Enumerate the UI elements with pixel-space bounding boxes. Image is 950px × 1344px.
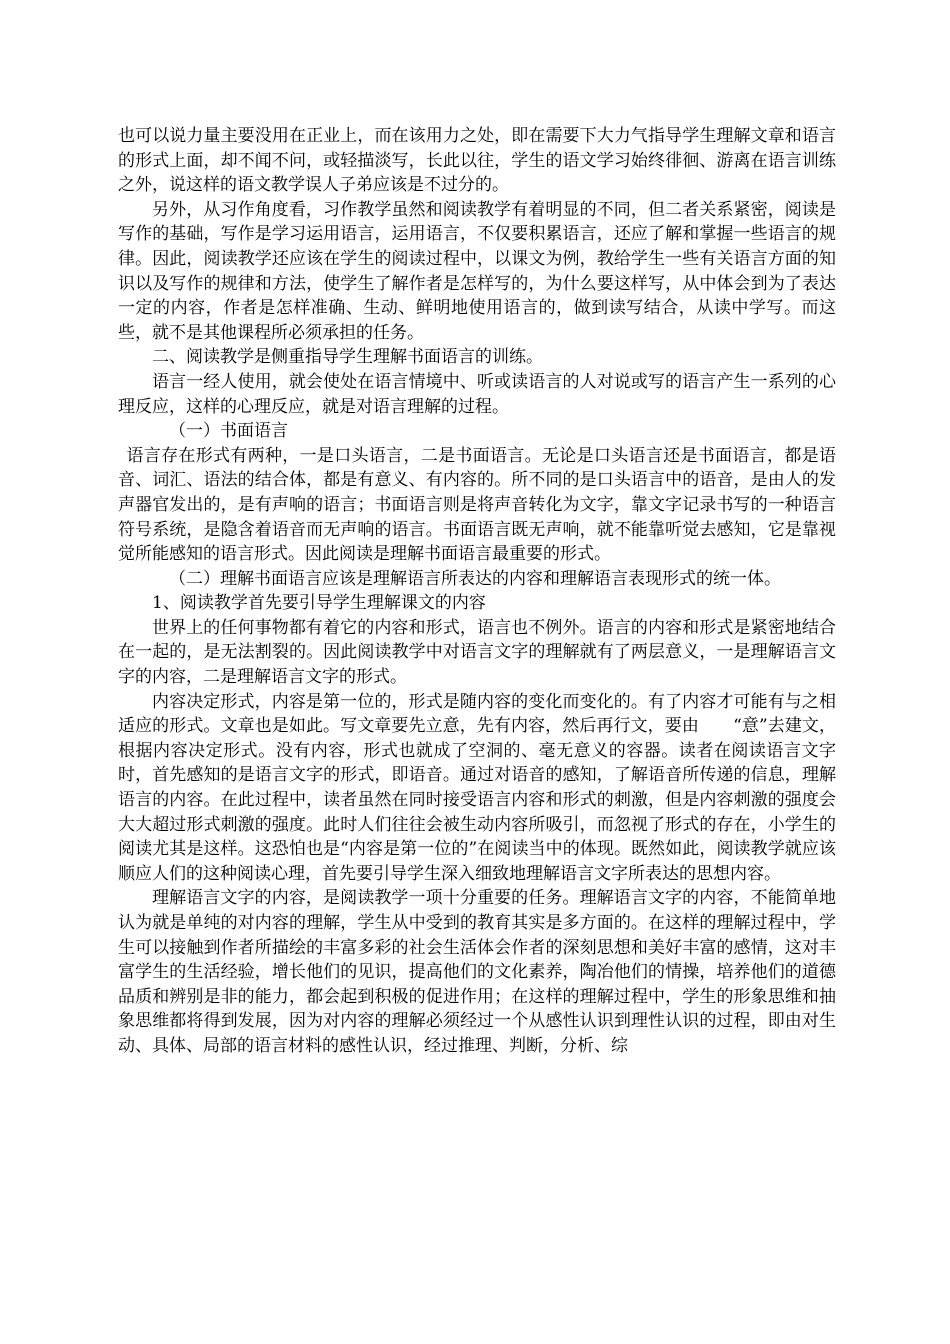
paragraph-language-use: 语言一经人使用，就会使处在语言情境中、听或读语言的人对说或写的语言产生一系列的心理反应，这样的心理反应，就是对语言理解的过程。 xyxy=(118,371,836,417)
paragraph-content-and-form: 世界上的任何事物都有着它的内容和形式，语言也不例外。语言的内容和形式是紧密地结合在一起的，是无法割裂的。因此阅读教学中对语言文字的理解就有了两层意义，一是理解语言文字的内容，二是理解语言文字的形式。 xyxy=(118,617,836,688)
paragraph-writing-perspective: 另外，从习作角度看，习作教学虽然和阅读教学有着明显的不同，但二者关系紧密，阅读是写作的基础，写作是学习运用语言，运用语言，不仅要积累语言，还应了解和掌握一些语言的规律。因此，阅读教学还应该在学生的阅读过程中，以课文为例，教给学生一些有关语言方面的知识以及写作的规律和方法，使学生了解作者是怎样写的，为什么要这样写，从中体会到为了表达一定的内容，作者是怎样准确、生动、鲜明地使用语言的，做到读写结合，从读中学写。而这些，就不是其他课程所必须承担的任务。 xyxy=(118,199,836,343)
paragraph-language-forms: 语言存在形式有两种，一是口头语言，二是书面语言。无论是口头语言还是书面语言，都是语音、词汇、语法的结合体，都是有意义、有内容的。所不同的是口头语言中的语音，是由人的发声器官发出的，是有声响的语言；书面语言则是将声音转化为文字，靠文字记录书写的一种语言符号系统，是隐含着语音而无声响的语言。书面语言既无声响，就不能靠听觉去感知，它是靠视觉所能感知的语言形式。因此阅读是理解书面语言最重要的形式。 xyxy=(118,445,836,565)
paragraph-continuation: 也可以说力量主要没用在正业上，而在该用力之处，即在需要下大力气指导学生理解文章和语言的形式上面，却不闻不问，或轻描淡写，长此以往，学生的语文学习始终徘徊、游离在语言训练之外，说这样的语文教学误人子弟应该是不过分的。 xyxy=(118,126,836,196)
paragraph-content-decides-form: 内容决定形式，内容是第一位的，形式是随内容的变化而变化的。有了内容才可能有与之相适应的形式。文章也是如此。写文章要先立意，先有内容，然后再行文，要由 “意”去建文，根据内容决定形式。没有内容，形式也就成了空洞的、毫无意义的容器。读者在阅读语言文字时，首先感知的是语言文字的形式，即语音。通过对语音的感知，了解语音所传递的信息，理解语言的内容。在此过程中，读者虽然在同时接受语言内容和形式的刺激，但是内容刺激的强度会大大超过形式刺激的强度。此时人们往往会被生动内容所吸引，而忽视了形式的存在，小学生的阅读尤其是这样。这恐怕也是“内容是第一位的”在阅读当中的体现。既然如此，阅读教学就应该顺应人们的这种阅读心理，首先要引导学生深入细致地理解语言文字所表达的思想内容。 xyxy=(118,691,836,884)
document-body xyxy=(118,124,836,1059)
point-heading-1: 1、阅读教学首先要引导学生理解课文的内容 xyxy=(152,593,486,614)
subsection-heading-written-language: （一）书面语言 xyxy=(169,421,288,442)
subsection-heading-understanding: （二）理解书面语言应该是理解语言所表达的内容和理解语言表现形式的统一体。 xyxy=(169,568,781,589)
section-heading-2: 二、阅读教学是侧重指导学生理解书面语言的训练。 xyxy=(152,347,543,368)
paragraph-understanding-content: 理解语言文字的内容，是阅读教学一项十分重要的任务。理解语言文字的内容，不能简单地认为就是单纯的对内容的理解，学生从中受到的教育其实是多方面的。在这样的理解过程中，学生可以接触到作者所描绘的丰富多彩的社会生活体会作者的深刻思想和美好丰富的感情，这对丰富学生的生活经验，增长他们的见识，提高他们的文化素养，陶冶他们的情操，培养他们的道德品质和辨别是非的能力，都会起到积极的促进作用；在这样的理解过程中，学生的形象思维和抽象思维都将得到发展，因为对内容的理解必须经过一个从感性认识到理性认识的过程，即由对生动、具体、局部的语言材料的感性认识，经过推理、判断，分析、综 xyxy=(118,888,836,1056)
